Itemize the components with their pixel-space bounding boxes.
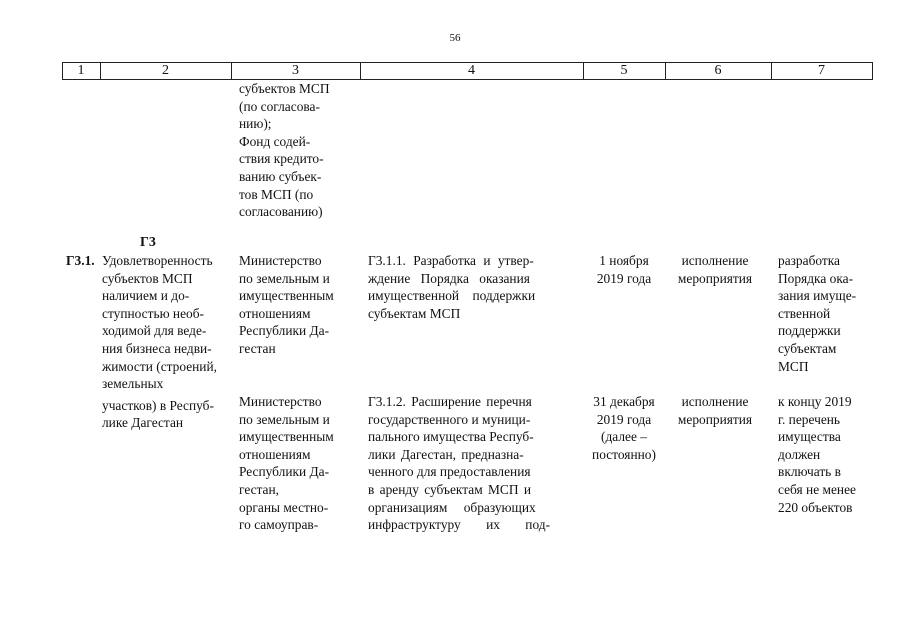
- text-line: гестан: [239, 340, 276, 356]
- column-header-6: 6: [714, 63, 722, 78]
- text-line: мероприятия: [677, 270, 753, 286]
- text-line: должен: [778, 446, 821, 462]
- text-line: исполнение: [681, 394, 749, 409]
- text-line: ственной: [778, 305, 831, 321]
- text-line: 31 декабря: [593, 394, 655, 409]
- row2-status: [667, 393, 763, 428]
- text-line: имущества: [778, 429, 841, 445]
- text-line: ния бизнеса недви-: [102, 340, 212, 356]
- text-line: зания имуще-: [778, 288, 857, 304]
- text-line: органы местно-: [239, 499, 329, 515]
- page-number: 56: [449, 32, 461, 44]
- text-line: Г3.1.1. Разработка и утвер-: [368, 253, 534, 268]
- text-line: постоянно): [592, 446, 656, 462]
- row2-measure: [368, 393, 558, 534]
- section-heading: Г3: [140, 235, 156, 250]
- text-line: отношениям: [239, 446, 311, 462]
- text-line: 1 ноября: [599, 253, 649, 268]
- text-line: 2019 года: [596, 411, 652, 427]
- text-line: имущественным: [239, 288, 334, 304]
- column-header-5: 5: [620, 63, 628, 78]
- text-line: лике Дагестан: [102, 415, 184, 431]
- row1-measure: [368, 252, 558, 322]
- continuation-executor: [239, 80, 349, 221]
- text-line: Республики Да-: [239, 323, 330, 339]
- text-line: ствия кредито-: [239, 151, 324, 167]
- col-divider: [872, 62, 873, 80]
- text-line: Республики Да-: [239, 464, 330, 480]
- text-line: участков) в Респуб-: [102, 397, 214, 413]
- text-line: МСП: [778, 358, 809, 374]
- column-header-7: 7: [818, 63, 825, 78]
- text-line: г. перечень: [778, 411, 841, 427]
- text-line: организациям образующих: [368, 499, 536, 515]
- column-header-2: 2: [162, 63, 169, 78]
- row2-result: [778, 393, 872, 516]
- text-line: имущественным: [239, 429, 334, 445]
- text-line: ченного для предоставления: [368, 464, 531, 480]
- row1-result: [778, 252, 872, 375]
- text-line: ходимой для веде-: [102, 323, 207, 339]
- text-line: себя не менее: [778, 481, 856, 497]
- text-line: (по согласова-: [239, 98, 320, 114]
- text-line: отношениям: [239, 305, 311, 321]
- text-line: по земельным и: [239, 411, 330, 427]
- text-line: ждение Порядка оказания: [368, 270, 530, 286]
- text-line: 2019 года: [596, 270, 652, 286]
- row1-deadline: [585, 252, 663, 287]
- text-line: го самоуправ-: [239, 517, 319, 533]
- header-bottom-rule: [62, 79, 872, 80]
- text-line: в аренду субъектам МСП и: [368, 481, 532, 497]
- text-line: тов МСП (по: [239, 186, 314, 202]
- text-line: нию);: [239, 116, 272, 132]
- text-line: исполнение: [681, 253, 749, 268]
- text-line: по земельным и: [239, 270, 330, 286]
- text-line: земельных: [102, 376, 164, 392]
- text-line: ступностью необ-: [102, 305, 205, 321]
- column-header-3: 3: [292, 63, 299, 78]
- row-number: Г3.1.: [66, 253, 95, 268]
- text-line: разработка: [778, 253, 840, 268]
- row1-executor: [239, 252, 349, 358]
- text-line: Министерство: [239, 253, 322, 268]
- text-line: гестан,: [239, 481, 280, 497]
- text-line: Министерство: [239, 394, 322, 409]
- text-line: Удовлетворенность: [102, 253, 213, 268]
- row1-status: [667, 252, 763, 287]
- text-line: (далее –: [601, 429, 647, 445]
- text-line: государственного и муници-: [368, 411, 531, 427]
- text-line: мероприятия: [677, 411, 753, 427]
- text-line: субъектам МСП: [368, 305, 461, 321]
- indicator-text: [102, 252, 230, 432]
- text-line: согласованию): [239, 204, 323, 220]
- row2-executor: [239, 393, 349, 534]
- text-line: поддержки: [778, 323, 841, 339]
- text-line: Порядка ока-: [778, 270, 854, 286]
- text-line: Г3.1.2. Расширение перечня: [368, 394, 532, 409]
- text-line: жимости (строений,: [102, 358, 217, 374]
- text-line: наличием и до-: [102, 288, 190, 304]
- text-line: субъектов МСП: [102, 270, 193, 286]
- text-line: Фонд содей-: [239, 133, 311, 149]
- text-line: пального имущества Респуб-: [368, 429, 534, 445]
- text-line: имущественной поддержки: [368, 288, 536, 304]
- text-line: инфраструктуру их под-: [368, 517, 551, 533]
- text-line: субъектов МСП: [239, 81, 330, 96]
- text-line: 220 объектов: [778, 499, 853, 515]
- text-line: ванию субъек-: [239, 168, 322, 184]
- column-header-4: 4: [468, 63, 475, 78]
- text-line: к концу 2019: [778, 394, 852, 409]
- text-line: включать в: [778, 464, 841, 480]
- text-line: субъектам: [778, 340, 837, 356]
- text-line: лики Дагестан, предназна-: [368, 446, 524, 462]
- row2-deadline: [585, 393, 663, 463]
- column-header-1: 1: [77, 63, 85, 78]
